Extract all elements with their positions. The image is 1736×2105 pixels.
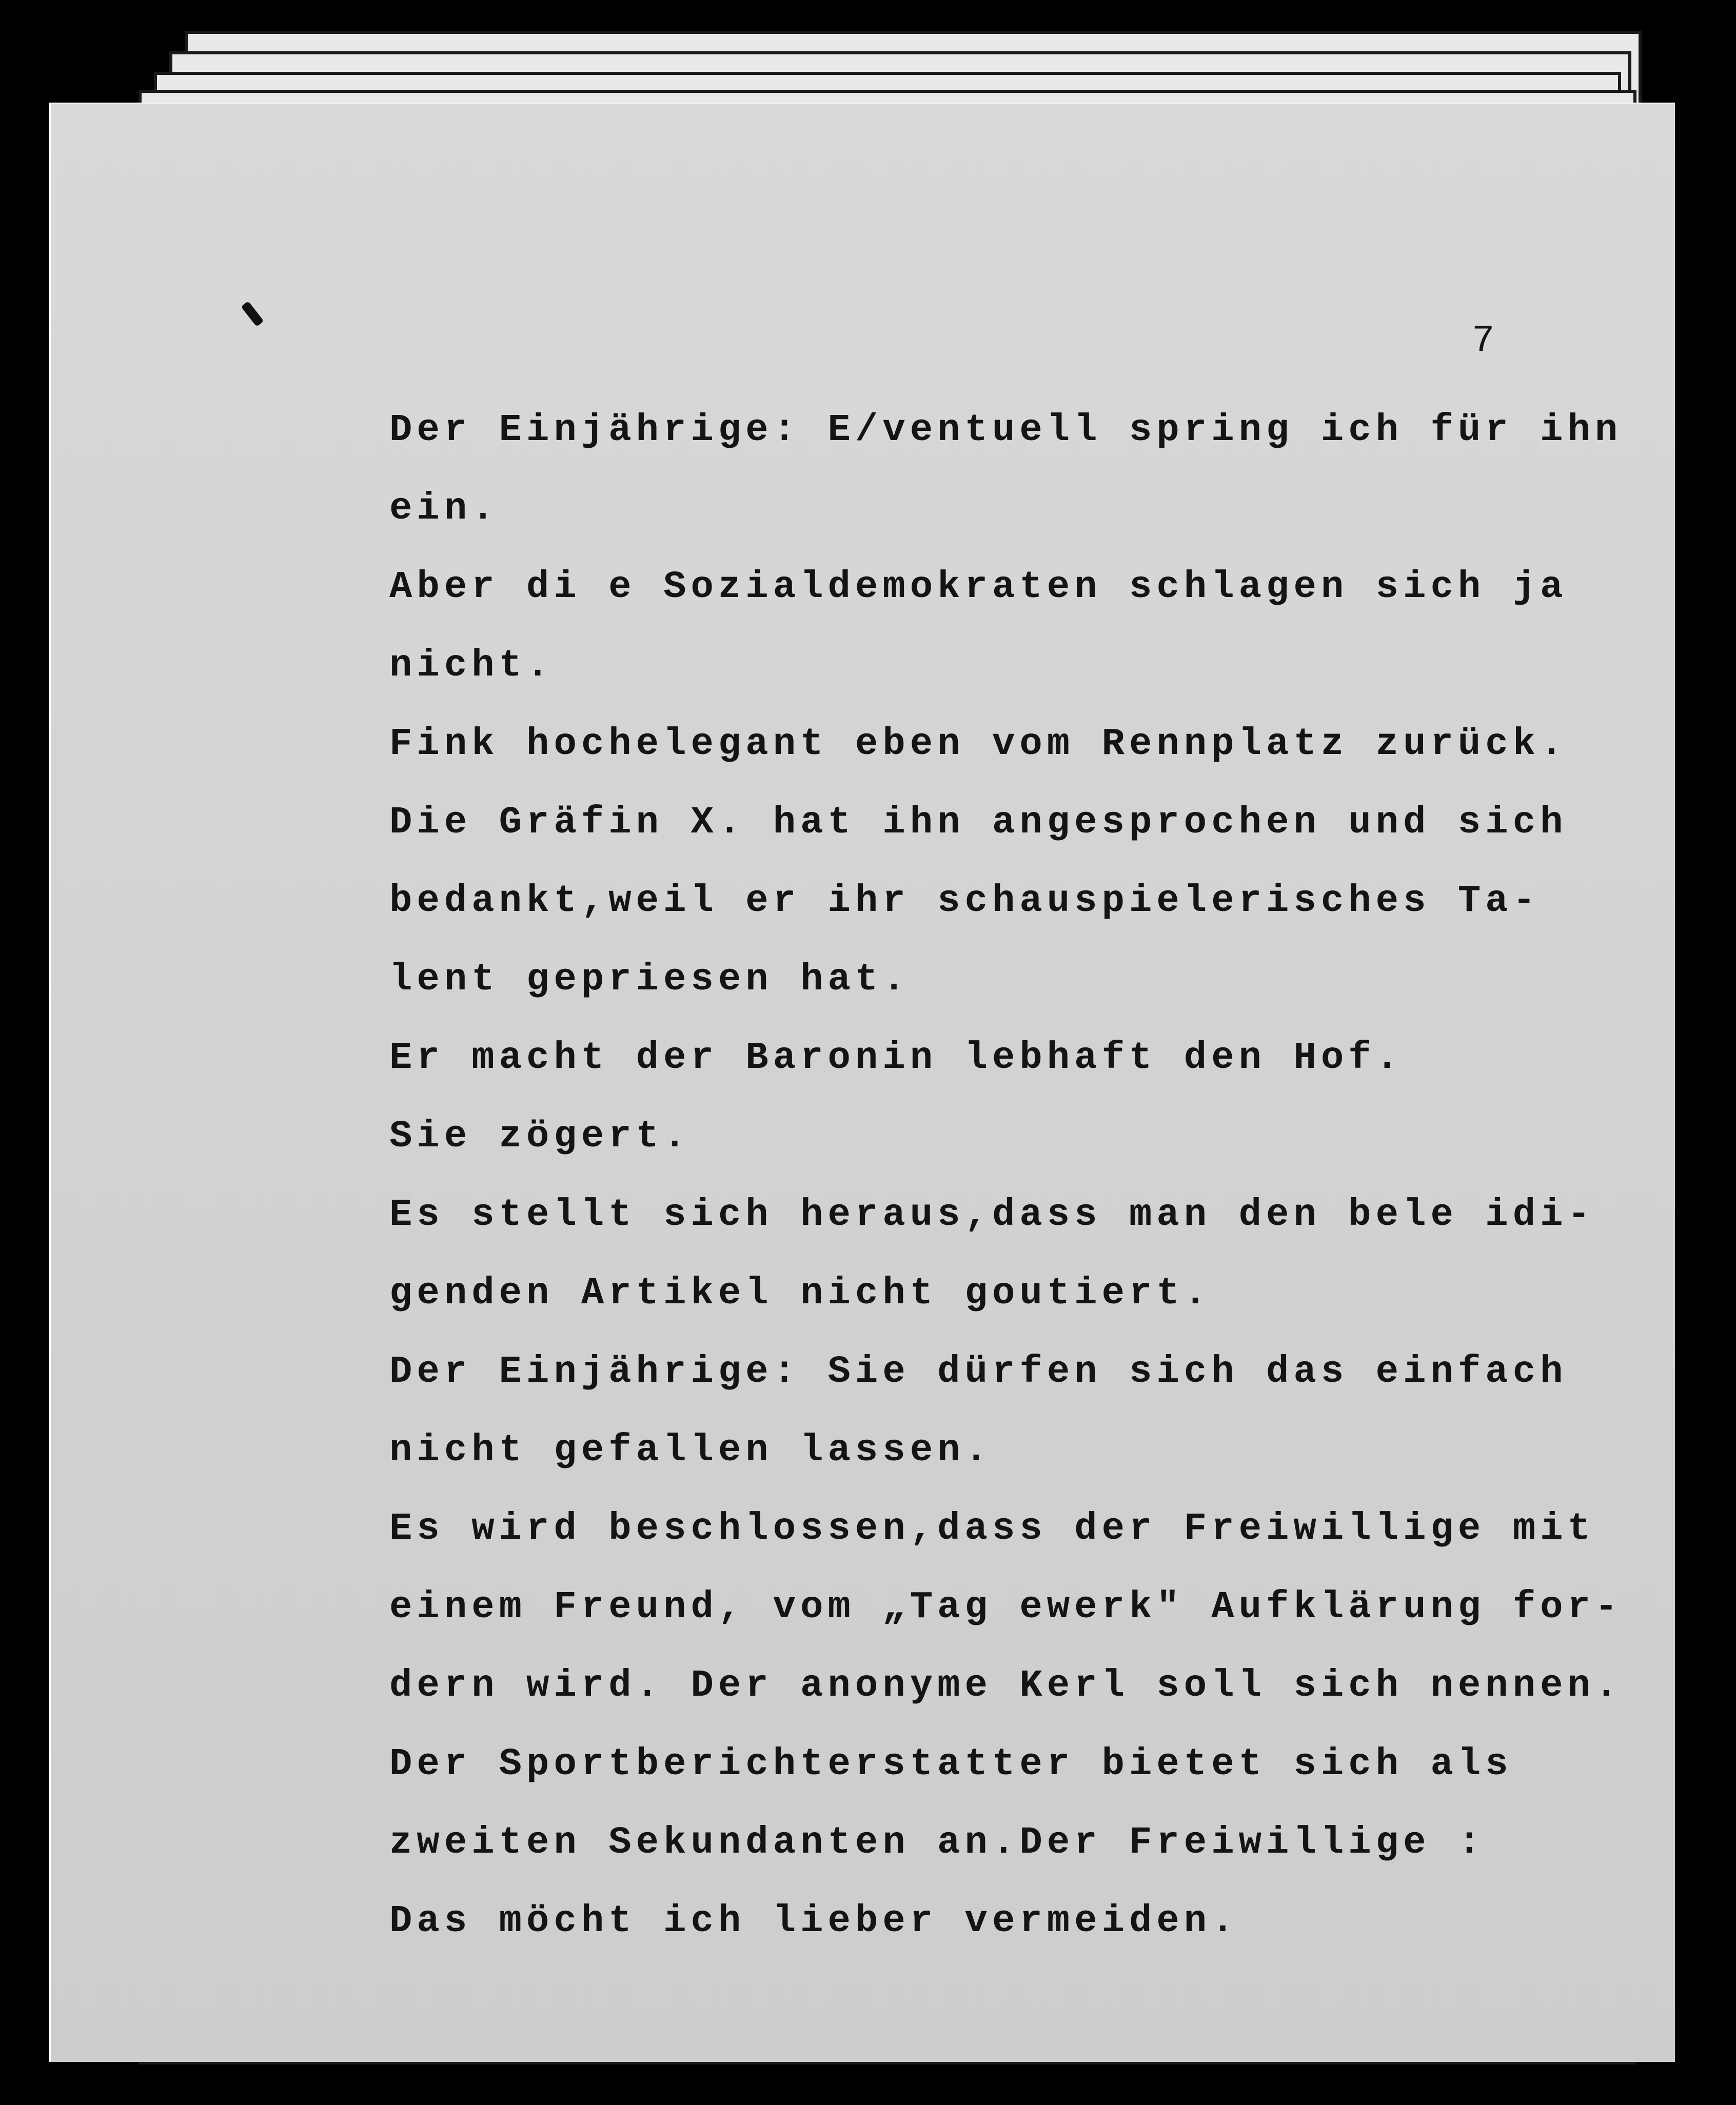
text-line: Er macht der Baronin lebhaft den Hof. xyxy=(389,1037,1404,1080)
text-line: Der Einjährige: Sie dürfen sich das einfach xyxy=(389,1351,1568,1394)
text-line: Der Einjährige: E/ventuell spring ich für ihn xyxy=(389,409,1623,452)
text-line: nicht gefallen lassen. xyxy=(389,1429,992,1472)
text-line: Die Gräfin X. hat ihn angesprochen und sich xyxy=(389,801,1568,844)
text-line: Fink hochelegant eben vom Rennplatz zurück. xyxy=(389,723,1568,766)
text-line: Sie zögert. xyxy=(389,1115,691,1158)
text-line: ein. xyxy=(389,487,499,530)
pen-mark xyxy=(241,301,264,327)
text-line: einem Freund, vom „Tag ewerk" Aufklärung for- xyxy=(389,1586,1623,1629)
body-text xyxy=(389,391,1621,1961)
text-line: zweiten Sekundanten an.Der Freiwillige : xyxy=(389,1821,1486,1864)
text-line: Es stellt sich heraus,dass man den bele idi- xyxy=(389,1194,1595,1237)
text-line: lent gepriesen hat. xyxy=(389,958,910,1001)
text-line: genden Artikel nicht goutiert. xyxy=(389,1272,1212,1315)
text-line: bedankt,weil er ihr schauspielerisches Ta- xyxy=(389,880,1541,923)
text-line: Aber di e Sozialdemokraten schlagen sich ja xyxy=(389,566,1568,609)
text-line: Es wird beschlossen,dass der Freiwillige mit xyxy=(389,1507,1595,1551)
text-line: nicht. xyxy=(389,644,554,687)
text-line: dern wird. Der anonyme Kerl soll sich nennen. xyxy=(389,1664,1623,1707)
typewritten-page xyxy=(49,103,1675,2062)
page-number: 7 xyxy=(1472,320,1495,363)
text-line: Der Sportberichterstatter bietet sich als xyxy=(389,1743,1513,1786)
text-line: Das möcht ich lieber vermeiden. xyxy=(389,1900,1239,1943)
